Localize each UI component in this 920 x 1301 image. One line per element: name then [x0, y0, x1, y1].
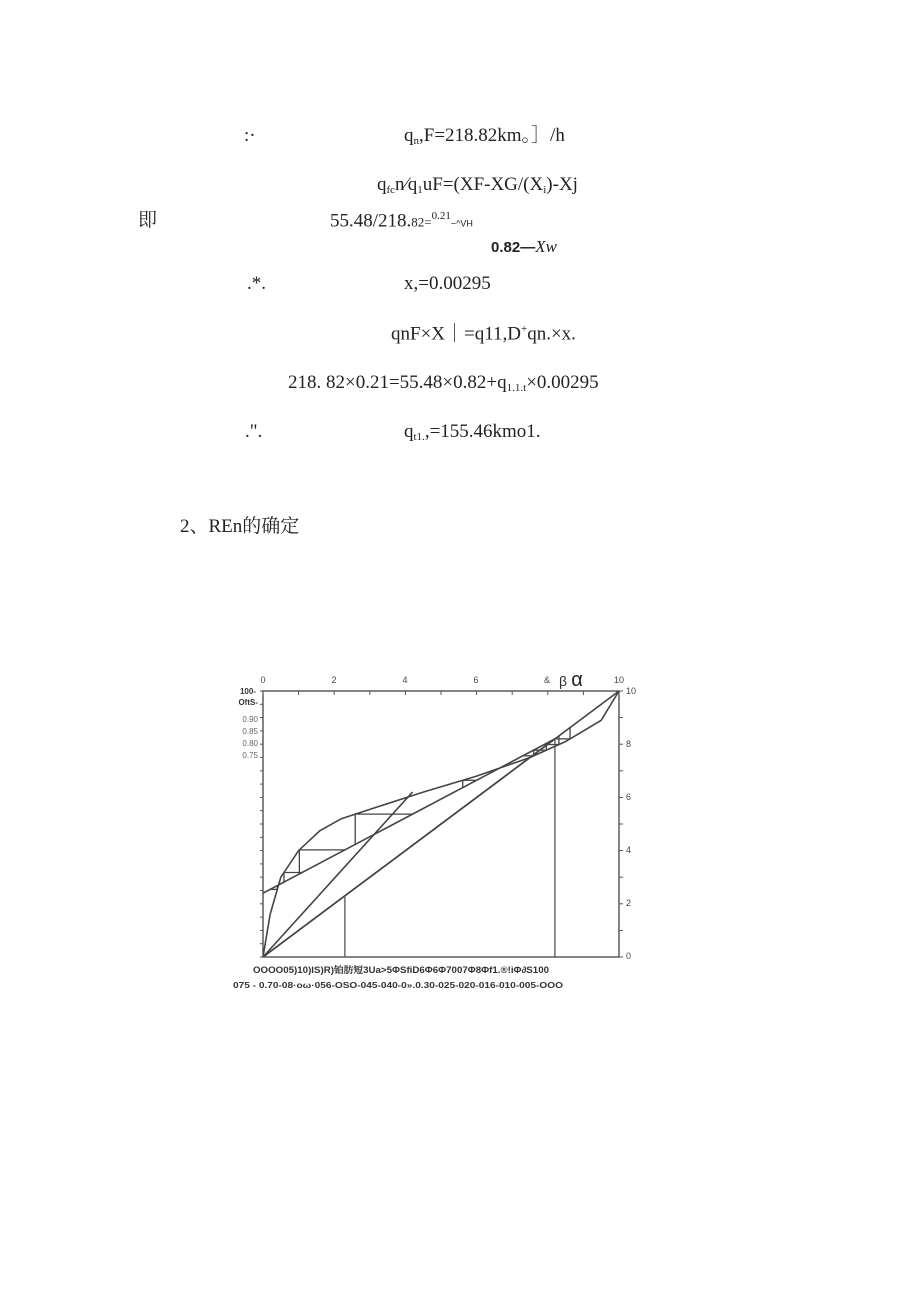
eq-line-5-prefix: .*.: [247, 273, 266, 294]
stripping-operating-line-line: [263, 739, 555, 957]
right-tick-label: 2: [626, 898, 632, 908]
eq-1-sub: n: [413, 135, 419, 147]
eq-line-5: x,=0.00295: [404, 273, 491, 294]
eq-3-sup: 0.21: [431, 210, 451, 222]
eq-8-a: q: [404, 421, 414, 442]
eq-2-sub2: 1: [417, 184, 423, 196]
eq-2-a: q: [377, 174, 387, 195]
top-tick-label: 0: [260, 675, 266, 685]
top-tick-label: 4: [402, 675, 408, 685]
top-tick-label: 6: [473, 675, 479, 685]
left-label: 0.85: [242, 727, 258, 736]
eq-7-sub: 1.1.t: [506, 382, 527, 394]
eq-4-ital: Xw: [535, 237, 557, 256]
eq-line-3-prefix: 即: [138, 210, 158, 231]
eq-1-a: q: [404, 125, 414, 146]
eq-line-8-prefix: .".: [245, 421, 263, 442]
eq-2-d: )-Xj: [546, 174, 578, 195]
left-label: 0.90: [242, 715, 258, 724]
right-tick-label: 4: [626, 845, 632, 855]
eq-3-main: 55.48/218.: [330, 210, 412, 232]
right-tick-label: 6: [626, 792, 632, 802]
top-tick-label: α: [571, 669, 583, 691]
bottom-scale-row-1: OOOO05)10)IS)R)铂肪短3Ua>5ΦSfiD6Φ6Φ7007Φ8Φf1.®!iΦ∂S100: [253, 965, 528, 975]
eq-6-sup: +: [521, 323, 528, 335]
eq-8-sub: t1.: [413, 431, 425, 443]
eq-6-tail: qn.×x.: [527, 323, 576, 345]
top-tick-label: β: [558, 673, 568, 689]
eq-3-small: 82=: [411, 214, 432, 230]
bottom-scale-row-2: 075 - 0.70-08·οω·056-OSO-045-040-0».0.30-025-020-016-010-005-OOO: [233, 981, 563, 990]
eq-3-tail: ~^VH: [450, 218, 473, 229]
right-tick-label: 8: [626, 739, 632, 749]
right-tick-label: 0: [626, 951, 632, 961]
top-tick-label: &: [543, 675, 551, 685]
top-tick-label: 10: [613, 675, 625, 685]
left-label: 100-: [239, 687, 256, 696]
eq-7-main: 218. 82×0.21=55.48×0.82+q: [288, 372, 507, 393]
eq-6-main: qnF×X｜=q11,D: [391, 323, 521, 345]
eq-line-1-prefix: :·: [244, 125, 256, 146]
rectifying-operating-line-line: [263, 739, 555, 893]
eq-2-b: n⁄q: [395, 174, 418, 195]
top-tick-label: 2: [331, 675, 337, 685]
eq-2-sub1: fc: [386, 184, 396, 196]
eq-7-tail: ×0.00295: [526, 372, 599, 393]
right-tick-label: 10: [626, 686, 637, 696]
left-label: 0.80: [242, 739, 258, 748]
q-line-line: [263, 792, 413, 957]
eq-2-sub3: i: [543, 184, 547, 196]
left-label: OftS-: [238, 698, 258, 707]
eq-1-b: ,F=218.82km。］/h: [419, 125, 565, 146]
eq-2-c: uF=(XF-XG/(X: [422, 174, 544, 195]
section-heading: 2、REn的确定: [180, 516, 300, 537]
left-label: 0.75: [242, 751, 258, 760]
eq-8-b: ,=155.46kmo1.: [424, 421, 541, 442]
eq-4-bold: 0.82—: [491, 239, 536, 256]
